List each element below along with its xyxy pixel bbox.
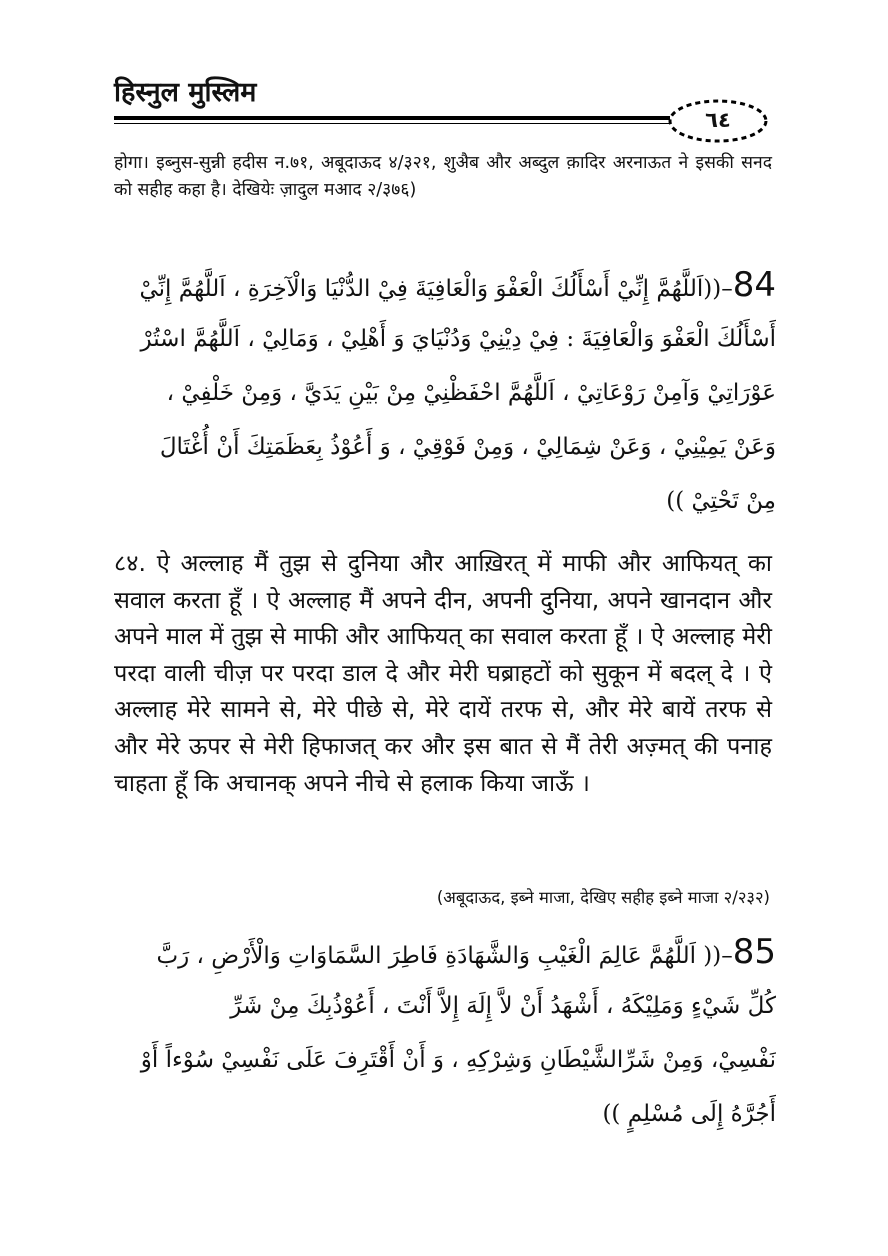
dua-85-line-1-text: –(( اَللَّهُمَّ عَالِمَ الْغَيْبِ وَالشَّهَادَةِ فَاطِرَ السَّمَاوَاتِ وَالْأَرْضِ ، رَبَّ bbox=[156, 943, 733, 969]
dua-84-line-5: مِنْ تَحْتِيْ )) bbox=[666, 488, 776, 514]
dua-84-line-4: وَعَنْ يَمِيْنِيْ ، وَعَنْ شِمَالِيْ ، وَمِنْ فَوْقِيْ ، وَ أَعُوْذُ بِعَظَمَتِكَ أَنْ أُغْتَالَ bbox=[159, 434, 776, 460]
dua-84-line-1 bbox=[112, 258, 776, 312]
previous-footnote: होगा। इब्नुस-सुन्नी हदीस न.७१, अबूदाऊद ४/३२१, शुअैब और अब्दुल क़ादिर अरनाऊत ने इसकी सनद को सहीह कहा है। देखियेः ज़ादुल मआद २/३७६) bbox=[114, 153, 772, 200]
dua-84-translation: ८४. ऐ अल्लाह मैं तुझ से दुनिया और आख़िरत् में माफी और आफियत् का सवाल करता हूँ । ऐ अल्लाह मैं अपने दीन, अपनी दुनिया, अपने खानदान और अपने माल में तुझ से माफी और आफियत् का सवाल करता हूँ । ऐ अल्लाह मेरी परदा वाली चीज़ पर परदा डाल दे और मेरी घब्राहटों को सुकून में बदल् दे । ऐ अल्लाह मेरे सामने से, मेरे पीछे से, मेरे दायें तरफ से, और मेरे बायें तरफ से और मेरे ऊपर से मेरी हिफाजत् कर और इस बात से मैं तेरी अज़्मत् की पनाह चाहता हूँ कि अचानक् अपने नीचे से हलाक किया जाऊँ । bbox=[114, 549, 772, 797]
dua-85-line-2: كُلِّ شَيْءٍ وَمَلِيْكَهُ ، أَشْهَدُ أَنْ لاَّ إِلَهَ إِلاَّ أَنْتَ ، أَعُوْذُبِكَ مِنْ شَرِّ bbox=[230, 993, 776, 1019]
page-number-badge bbox=[666, 97, 770, 145]
header-rule-thin bbox=[114, 123, 670, 124]
running-header-title: हिस्नुल मुस्लिम bbox=[114, 77, 257, 108]
dua-84-number: 84 bbox=[732, 265, 776, 305]
dua-85-line-1 bbox=[112, 925, 776, 979]
dua-84-line-3: عَوْرَاتِيْ وَآمِنْ رَوْعَاتِيْ ، اَللَّهُمَّ احْفَظْنِيْ مِنْ بَيْنِ يَدَيَّ ، وَمِنْ خَلْفِيْ ، bbox=[166, 380, 776, 406]
dua-84-line-1-text: –((اَللَّهُمَّ إِنِّيْ أَسْأَلُكَ الْعَفْوَ وَالْعَافِيَةَ فِيْ الدُّنْيَا وَالْآخِرَةِ ، اَللَّهُمَّ إِنِّيْ bbox=[139, 276, 733, 302]
dua-84-reference: (अबूदाऊद, इब्ने माजा, देखिए सहीह इब्ने माजा २/२३२) bbox=[436, 888, 770, 907]
dua-84-arabic bbox=[112, 258, 776, 528]
dua-85-line-3: نَفْسِيْ، وَمِنْ شَرِّالشَّيْطَانِ وَشِرْكِهِ ، وَ أَنْ أَقْتَرِفَ عَلَى نَفْسِيْ سُوْءاً أَوْ bbox=[140, 1047, 776, 1073]
page-number: ٦٤ bbox=[705, 108, 731, 132]
dua-85-line-4: أَجُرَّهُ إِلَى مُسْلِمٍ )) bbox=[602, 1101, 776, 1127]
header-rule-thick bbox=[114, 116, 670, 120]
dua-84-line-2: أَسْأَلُكَ الْعَفْوَ وَالْعَافِيَةَ : فِيْ دِيْنِيْ وَدُنْيَايَ وَ أَهْلِيْ ، وَمَالِيْ ، اَللَّهُمَّ اسْتُرْ bbox=[140, 326, 776, 352]
dua-85-number: 85 bbox=[732, 932, 776, 972]
dua-85-arabic bbox=[112, 925, 776, 1141]
